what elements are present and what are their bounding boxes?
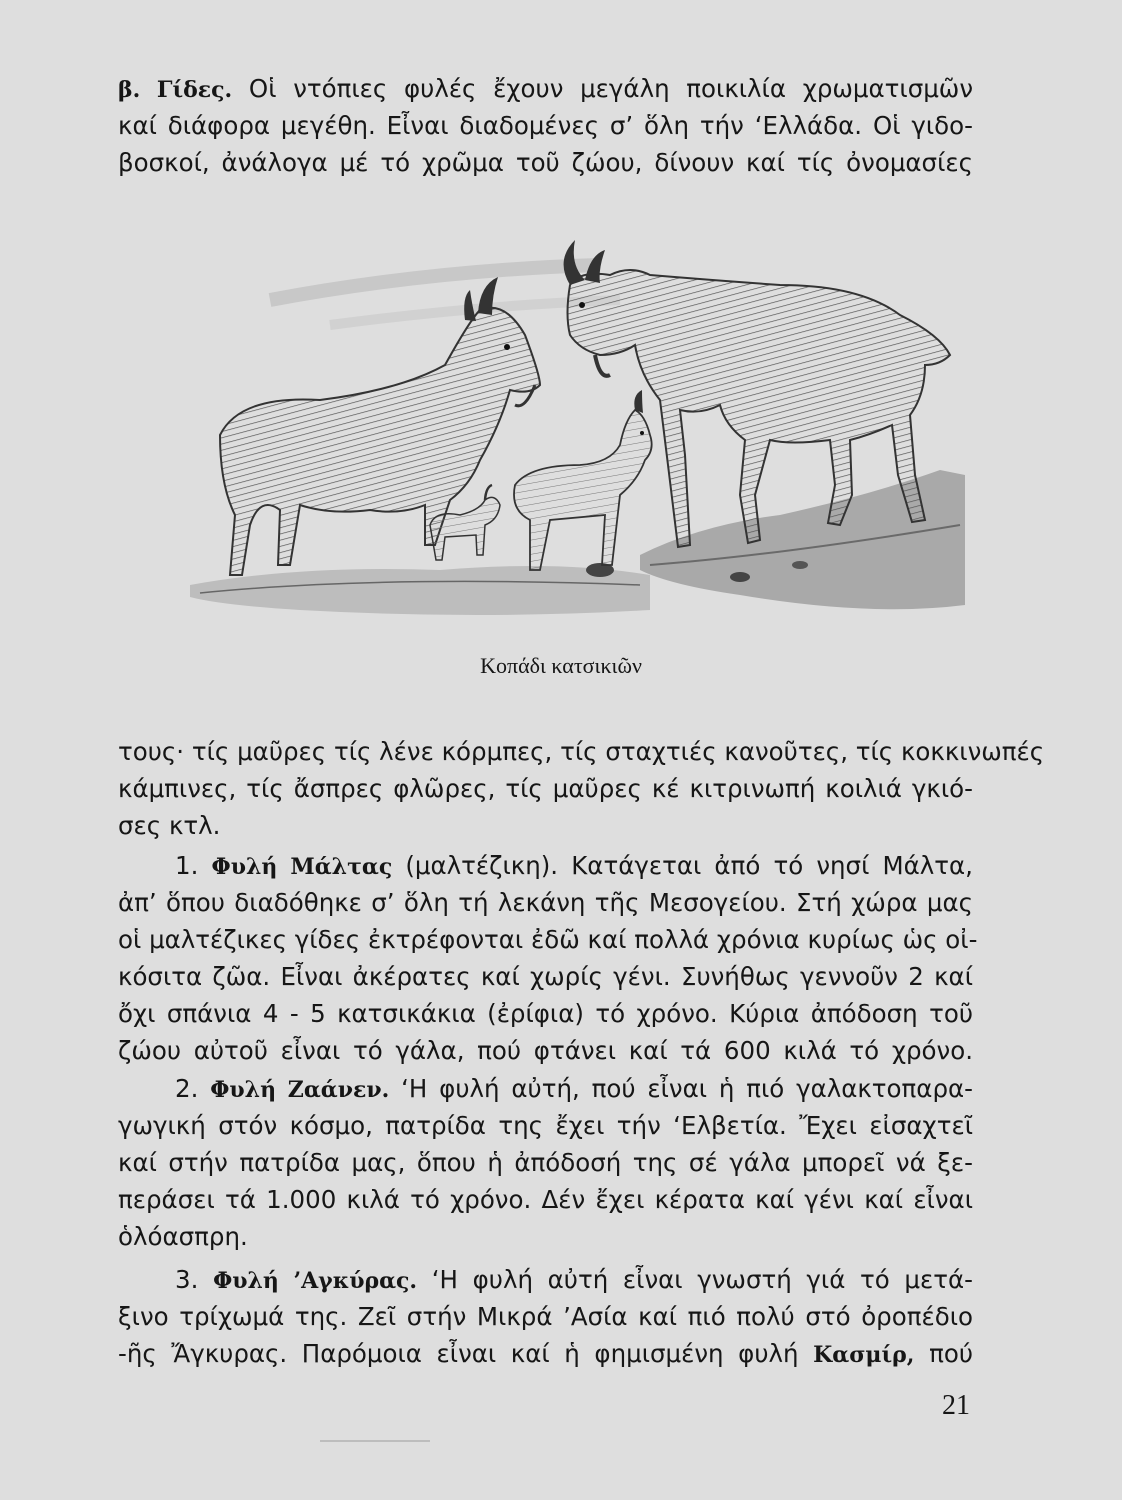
goat-herd-illustration <box>180 225 970 635</box>
breed3-number: 3. <box>175 1265 199 1294</box>
breed2-line-1 <box>175 1072 973 1107</box>
breed2-line-4: περάσει τά 1.000 κιλά τό χρόνο. Δέν ἔχει κέρατα καί γένι καί εἶναι <box>118 1185 973 1214</box>
breed3-line-2: ξινο τρίχωμά της. Ζεῖ στήν Μικρά ’Ασία καί πιό πολύ στό ὀροπέδιο <box>118 1302 973 1331</box>
breed2-line-3: καί στήν πατρίδα μας, ὅπου ἡ ἀπόδοσή της σέ γάλα μπορεῖ νά ξε- <box>118 1148 973 1177</box>
breed2-line-5: ὁλόασπρη. <box>118 1222 248 1251</box>
breed3-line-3-text: -ῆς Ἄγκυρας. Παρόμοια εἶναι καί ἡ φημισμένη φυλή <box>118 1339 814 1368</box>
breed3-line-3-end: πού <box>914 1339 973 1368</box>
intro-line-3: βοσκοί, ἀνάλογα μέ τό χρῶμα τοῦ ζώου, δίνουν καί τίς ὀνομασίες <box>118 148 973 177</box>
breed1-line-3: οἱ μαλτέζικες γίδες ἐκτρέφονται ἐδῶ καί πολλά χρόνια κυρίως ὡς οἰ- <box>118 925 978 954</box>
breed1-number: 1. <box>175 851 199 880</box>
breed1-line-2: ἀπ’ ὅπου διαδόθηκε σ’ ὅλη τή λεκάνη τῆς Μεσογείου. Στή χώρα μας <box>118 888 973 917</box>
intro-line-1 <box>118 72 973 107</box>
breed3-line-1 <box>175 1263 973 1298</box>
intro-line-1-text: Οἱ ντόπιες φυλές ἔχουν μεγάλη ποικιλία χρωματισμῶν <box>232 74 974 103</box>
breed1-name: Φυλή Μάλτας <box>211 854 393 880</box>
figure-caption: Κοπάδι κατσικιῶν <box>480 653 642 678</box>
continuation-line-2: κάμπινες, τίς ἄσπρες φλῶρες, τίς μαῦρες κέ κιτρινωπή κοιλιά γκιό- <box>118 774 973 803</box>
breed1-line-5: ὄχι σπάνια 4 - 5 κατσικάκια (ἐρίφια) τό χρόνο. Κύρια ἀπόδοση τοῦ <box>118 999 973 1028</box>
page-number: 21 <box>942 1390 970 1421</box>
breed2-line-1-text: ‘Η φυλή αὐτή, πού εἶναι ἡ πιό γαλακτοπαρα- <box>389 1074 973 1103</box>
breed3-line-3 <box>118 1337 973 1372</box>
continuation-line-1: τους· τίς μαῦρες τίς λένε κόρμπες, τίς σταχτιές κανοῦτες, τίς κοκκινωπές <box>118 737 1045 766</box>
breed1-line-6: ζώου αὐτοῦ εἶναι τό γάλα, πού φτάνει καί τά 600 κιλά τό χρόνο. <box>118 1036 973 1065</box>
intro-line-2: καί διάφορα μεγέθη. Εἶναι διαδομένες σ’ ὅλη τήν ‘Ελλάδα. Οἱ γιδο- <box>118 111 973 140</box>
kashmir-breed-name: Κασμίρ, <box>813 1342 915 1368</box>
breed2-line-2: γωγική στόν κόσμο, πατρίδα της ἔχει τήν ‘Ελβετία. Ἔχει εἰσαχτεῖ <box>118 1111 973 1140</box>
breed3-line-1-text: ‘Η φυλή αὐτή εἶναι γνωστή γιά τό μετά- <box>417 1265 973 1294</box>
goat-middle <box>514 390 652 570</box>
continuation-line-3: σες κτλ. <box>118 811 221 840</box>
breed1-line-1 <box>175 849 973 884</box>
scan-mark <box>320 1440 430 1442</box>
section-heading-goats: β. Γίδες. <box>118 77 233 103</box>
breed3-name: Φυλή ’Αγκύρας. <box>213 1268 418 1294</box>
breed2-name: Φυλή Ζαάνεν. <box>210 1077 390 1103</box>
breed1-line-1-text: (μαλτέζικη). Κατάγεται ἀπό τό νησί Μάλτα, <box>392 851 973 880</box>
breed2-number: 2. <box>175 1074 199 1103</box>
breed1-line-4: κόσιτα ζῶα. Εἶναι ἀκέρατες καί χωρίς γένι. Συνήθως γεννοῦν 2 καί <box>118 962 973 991</box>
